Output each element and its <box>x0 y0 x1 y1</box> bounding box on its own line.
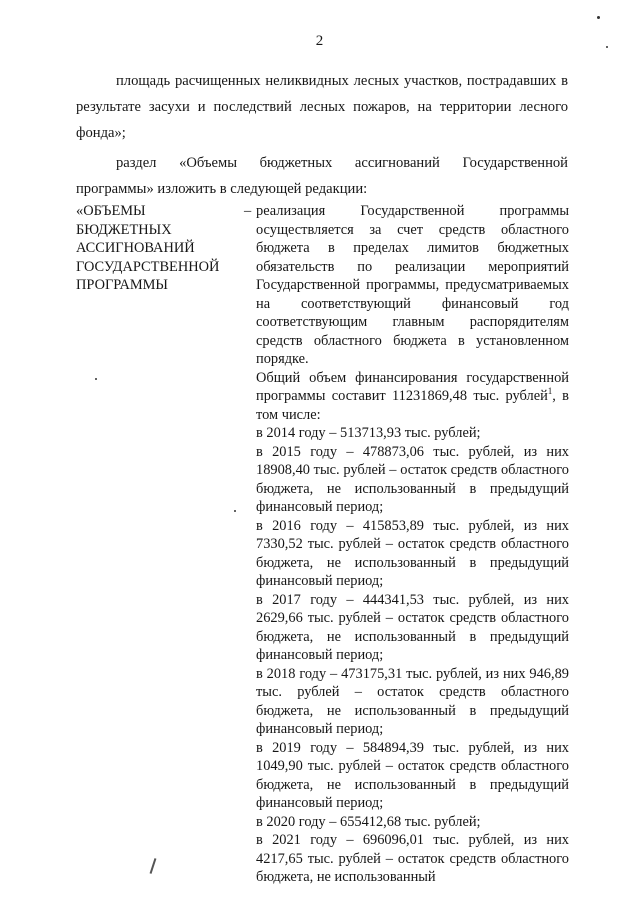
section-content <box>256 202 569 887</box>
year-2017: в 2017 году – 444341,53 тыс. рублей, из них 2629,66 тыс. рублей – остаток средств областного бюджета, не использованный в предыдущий финансовый период; <box>256 591 569 663</box>
funding-total <box>256 369 569 425</box>
year-2014: в 2014 году – 513713,93 тыс. рублей; <box>256 425 481 441</box>
scan-pen-mark <box>150 858 157 874</box>
funding-intro: реализация Государственной программы осуществляется за счет средств областного бюджета в пределах лимитов бюджетных обязательств по реализации мероприятий Государственной программы, предусматриваемых на соответствующий финансовый год соответствующим главным распорядителям средств областного бюджета в установленном порядке. <box>256 203 569 367</box>
scan-speck <box>234 510 236 512</box>
year-2019: в 2019 году – 584894,39 тыс. рублей, из них 1049,90 тыс. рублей – остаток средств областного бюджета, не использованный в предыдущий финансовый период; <box>256 739 569 811</box>
footnote-mark: 1 <box>547 386 553 397</box>
year-2015: в 2015 году – 478873,06 тыс. рублей, из них 18908,40 тыс. рублей – остаток средств областного бюджета, не использованный в предыдущий финансовый период; <box>256 443 569 515</box>
section-dash: – <box>244 203 252 219</box>
year-2016: в 2016 году – 415853,89 тыс. рублей, из них 7330,52 тыс. рублей – остаток средств областного бюджета, не использованный в предыдущий финансовый период; <box>256 517 569 589</box>
scan-speck <box>95 378 97 380</box>
scan-speck <box>606 46 608 48</box>
year-2021: в 2021 году – 696096,01 тыс. рублей, из них 4217,65 тыс. рублей – остаток средств областного бюджета, не использованный <box>256 832 569 885</box>
year-2018: в 2018 году – 473175,31 тыс. рублей, из них 946,89 тыс. рублей – остаток средств областного бюджета, не использованный в предыдущий финансовый период; <box>256 665 569 737</box>
paragraph-section-replace: раздел «Объемы бюджетных ассигнований Государственной программы» изложить в следующей редакции: <box>76 155 568 197</box>
scan-speck <box>597 16 600 19</box>
section-label: «ОБЪЕМЫ БЮДЖЕТНЫХ АССИГНОВАНИЙ ГОСУДАРСТВЕННОЙ ПРОГРАММЫ <box>76 203 220 293</box>
funding-total-tail: , в том числе: <box>256 388 569 423</box>
funding-total-text: Общий объем финансирования государственной программы составит 11231869,48 тыс. рублей <box>256 369 569 404</box>
year-2020: в 2020 году – 655412,68 тыс. рублей; <box>256 813 481 830</box>
paragraph-area-cleared: площадь расчищенных неликвидных лесных участков, пострадавших в результате засухи и последствий лесных пожаров, на территории лесного фонда»; <box>76 73 568 141</box>
page-number: 2 <box>315 33 324 49</box>
